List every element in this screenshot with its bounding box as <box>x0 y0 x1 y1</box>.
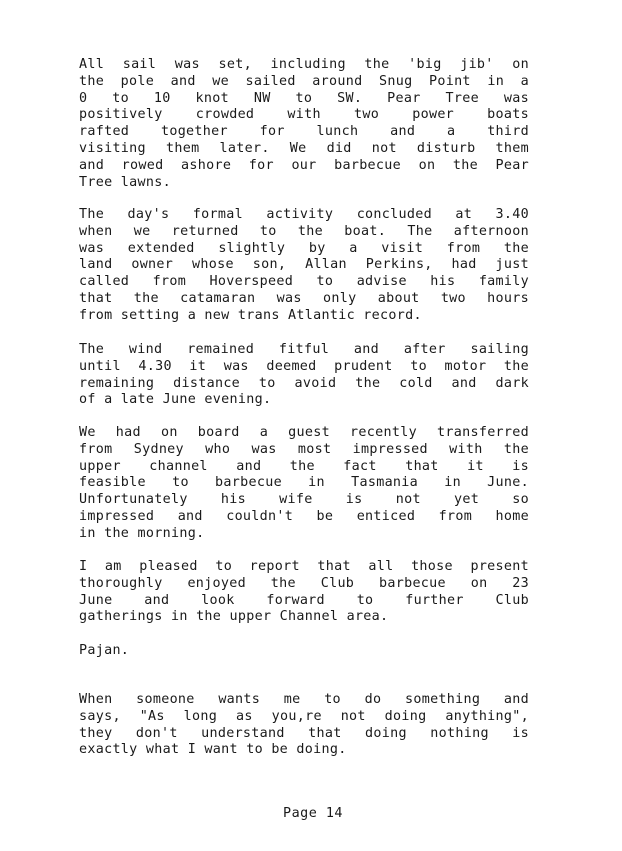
text-line: rafted together for lunch and a third <box>79 124 529 140</box>
paragraph-afternoon <box>79 207 529 325</box>
text-line: gatherings in the upper Channel area. <box>79 609 389 625</box>
text-line: All sail was set, including the 'big jib' on <box>79 57 529 72</box>
text-line: of a late June evening. <box>79 392 272 408</box>
text-line: We had on board a guest recently transferred <box>79 425 529 440</box>
closing-quote <box>79 692 529 759</box>
paragraph-report <box>79 559 529 626</box>
text-line: I am pleased to report that all those present <box>79 559 529 574</box>
text-line: Tree lawns. <box>79 174 171 190</box>
text-line: was extended slightly by a visit from the <box>79 240 529 256</box>
text-line: positively crowded with two power boats <box>79 107 529 123</box>
text-line: until 4.30 it was deemed prudent to motor the <box>79 358 529 374</box>
text-line: impressed and couldn't be enticed from home <box>79 508 529 524</box>
text-line: visiting them later. We did not disturb them <box>79 140 529 156</box>
text-line: called from Hoverspeed to advise his family <box>79 274 529 290</box>
signoff <box>79 643 529 660</box>
text-line: upper channel and the fact that it is <box>79 458 529 474</box>
text-line: When someone wants me to do something and <box>79 692 529 707</box>
text-line: and rowed ashore for our barbecue on the Pear <box>79 157 529 173</box>
text-line: they don't understand that doing nothing is <box>79 725 529 741</box>
text-line: Unfortunately his wife is not yet so <box>79 492 529 508</box>
text-line: the pole and we sailed around Snug Point in a <box>79 73 529 89</box>
text-line: in the morning. <box>79 525 205 541</box>
text-line: feasible to barbecue in Tasmania in June. <box>79 475 529 491</box>
text-line: The wind remained fitful and after sailing <box>79 342 529 357</box>
text-line: June and look forward to further Club <box>79 592 529 608</box>
text-line: land owner whose son, Allan Perkins, had just <box>79 257 529 273</box>
text-line: from Sydney who was most impressed with the <box>79 441 529 457</box>
text-line: that the catamaran was only about two hours <box>79 290 529 306</box>
paragraph-sailing <box>79 57 529 191</box>
text-line: thoroughly enjoyed the Club barbecue on 23 <box>79 575 529 591</box>
text-line: says, "As long as you,re not doing anything", <box>79 708 529 724</box>
text-line: 0 to 10 knot NW to SW. Pear Tree was <box>79 90 529 106</box>
paragraph-wind <box>79 342 529 409</box>
text-line: exactly what I want to be doing. <box>79 742 347 758</box>
text-line: when we returned to the boat. The afternoon <box>79 223 529 239</box>
text-line: from setting a new trans Atlantic record. <box>79 307 422 323</box>
text-line: The day's formal activity concluded at 3.40 <box>79 207 529 222</box>
page-number: Page 14 <box>283 806 343 821</box>
text-line: remaining distance to avoid the cold and dark <box>79 375 529 391</box>
signoff-text: Pajan. <box>79 643 130 658</box>
paragraph-guest <box>79 425 529 543</box>
